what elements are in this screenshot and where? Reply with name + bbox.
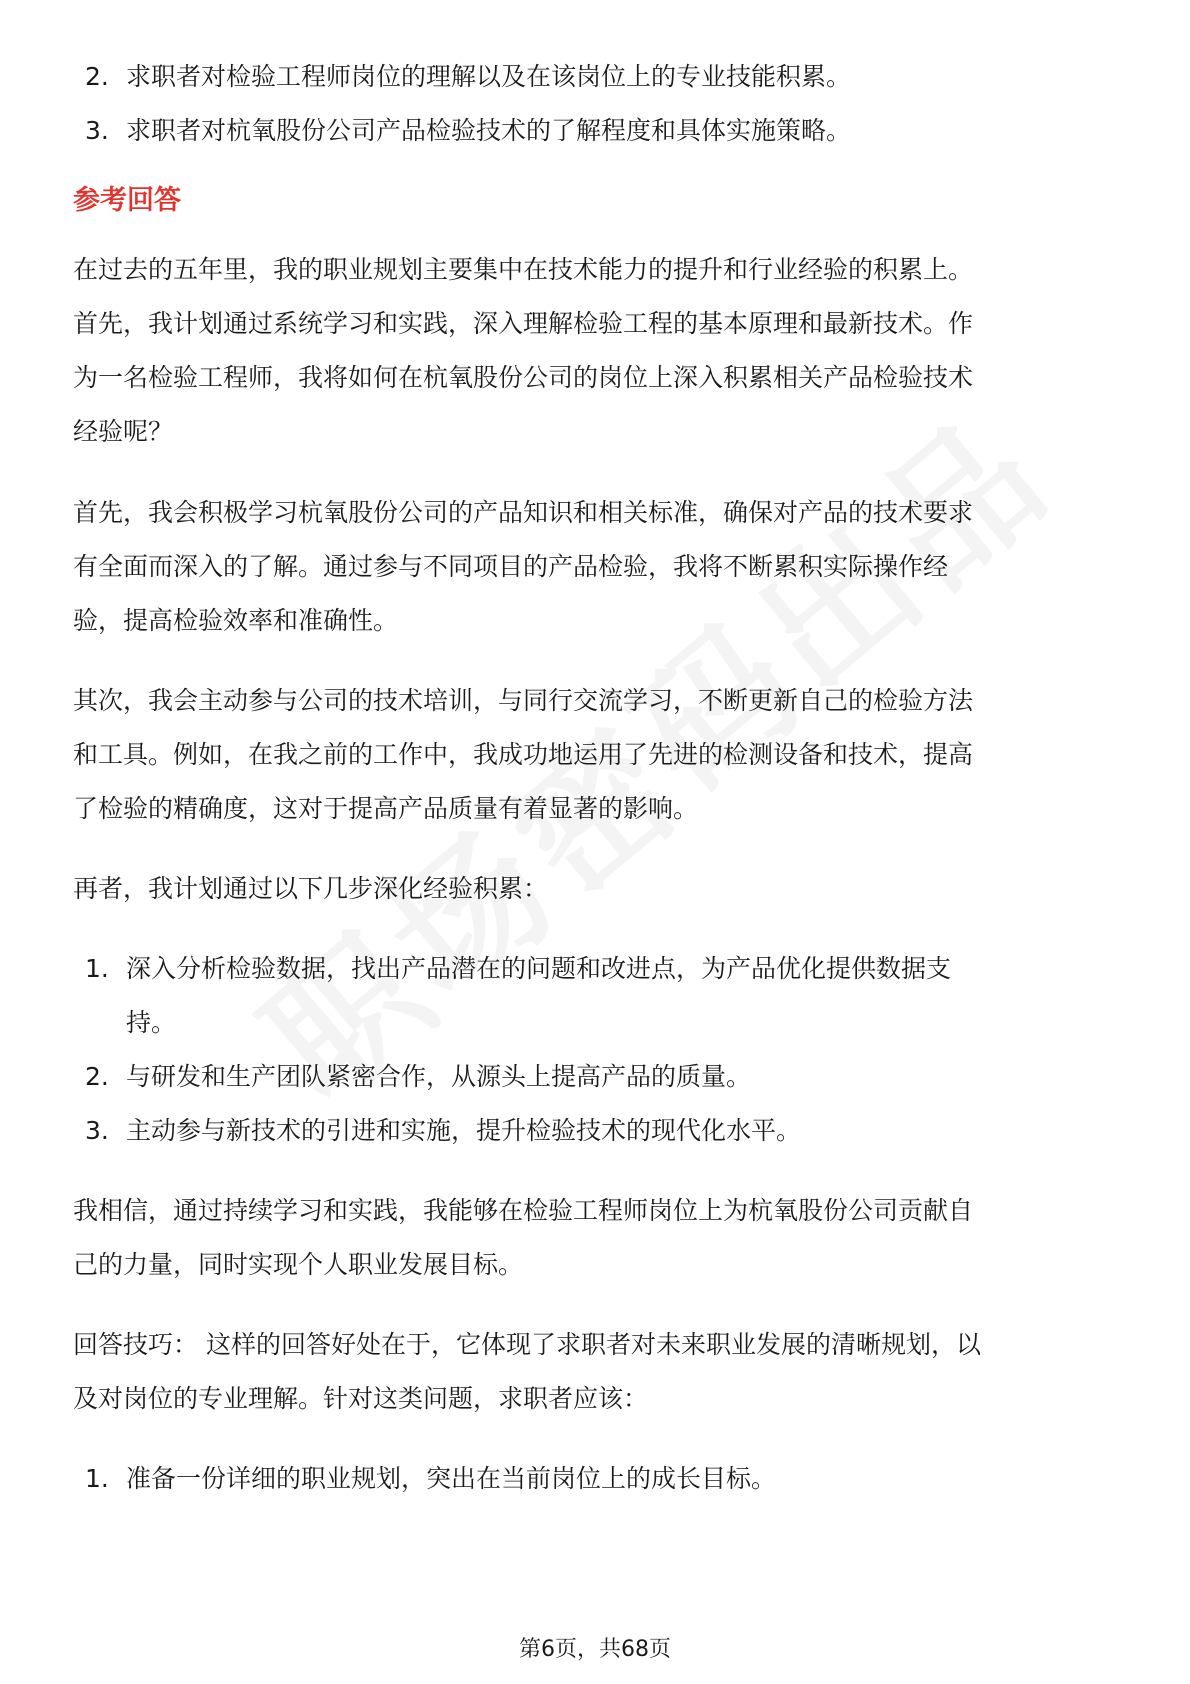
list-number: 1.	[85, 1464, 109, 1493]
list-number: 2.	[85, 62, 109, 91]
paragraph-line: 在过去的五年里，我的职业规划主要集中在技术能力的提升和行业经验的积累上。	[73, 255, 974, 284]
paragraph-line: 有全面而深入的了解。通过参与不同项目的产品检验，我将不断累积实际操作经	[73, 552, 949, 581]
list-number: 3.	[85, 1116, 109, 1145]
paragraph-line: 首先，我会积极学习杭氧股份公司的产品知识和相关标准，确保对产品的技术要求	[73, 498, 974, 527]
paragraph-line: 其次，我会主动参与公司的技术培训，与同行交流学习，不断更新自己的检验方法	[73, 686, 974, 715]
list-item-continuation: 持。	[126, 1008, 177, 1037]
list-number: 3.	[85, 116, 109, 145]
paragraph-line: 为一名检验工程师，我将如何在杭氧股份公司的岗位上深入积累相关产品检验技术	[73, 363, 974, 392]
paragraph-line: 验，提高检验效率和准确性。	[73, 606, 399, 635]
list-item: 求职者对检验工程师岗位的理解以及在该岗位上的专业技能积累。	[126, 62, 852, 91]
paragraph-line: 了检验的精确度，这对于提高产品质量有着显著的影响。	[73, 794, 699, 823]
list-item: 与研发和生产团队紧密合作，从源头上提高产品的质量。	[126, 1062, 752, 1091]
paragraph-line: 首先，我计划通过系统学习和实践，深入理解检验工程的基本原理和最新技术。作	[73, 309, 974, 338]
tips-line: 及对岗位的专业理解。针对这类问题，求职者应该：	[73, 1384, 649, 1413]
paragraph-line: 己的力量，同时实现个人职业发展目标。	[73, 1250, 524, 1279]
page-footer: 第6页，共68页	[519, 1637, 671, 1662]
paragraph-line: 和工具。例如，在我之前的工作中，我成功地运用了先进的检测设备和技术，提高	[73, 740, 974, 769]
list-item: 求职者对杭氧股份公司产品检验技术的了解程度和具体实施策略。	[126, 116, 852, 145]
list-item: 深入分析检验数据，找出产品潜在的问题和改进点，为产品优化提供数据支	[126, 954, 952, 983]
list-item: 准备一份详细的职业规划，突出在当前岗位上的成长目标。	[126, 1464, 777, 1493]
list-number: 1.	[85, 954, 109, 983]
list-item: 主动参与新技术的引进和实施，提升检验技术的现代化水平。	[126, 1116, 802, 1145]
paragraph-line: 经验呢？	[73, 417, 174, 446]
list-number: 2.	[85, 1062, 109, 1091]
paragraph-line: 我相信，通过持续学习和实践，我能够在检验工程师岗位上为杭氧股份公司贡献自	[73, 1196, 974, 1225]
tips-line: 回答技巧： 这样的回答好处在于，它体现了求职者对未来职业发展的清晰规划，以	[73, 1330, 981, 1359]
paragraph-line: 再者，我计划通过以下几步深化经验积累：	[73, 874, 549, 903]
answer-heading: 参考回答	[73, 185, 181, 216]
